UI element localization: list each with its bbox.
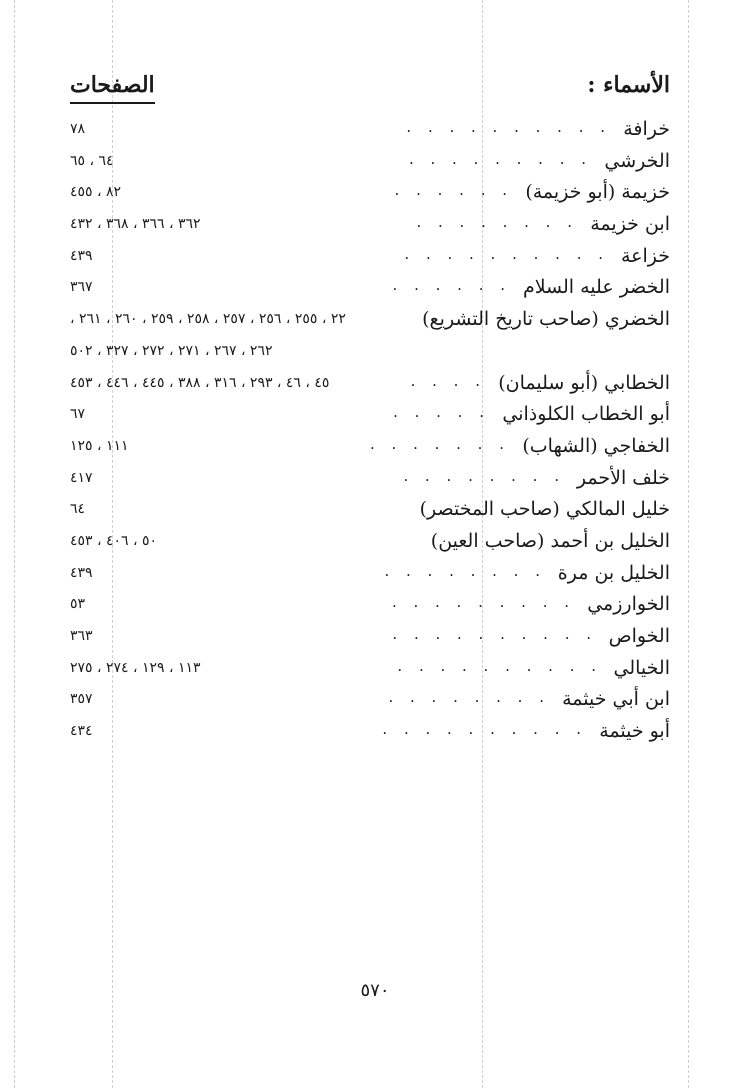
leader-dots: . . . . . . . . . . (397, 656, 602, 675)
leader-dots: . . . . . . . . (384, 561, 546, 580)
entry-pages: ٤٣٩ (70, 247, 93, 264)
leader-dots: . . . . . . . . (403, 466, 565, 485)
scan-guide-line (688, 0, 689, 1088)
entry-pages: ٧٨ (70, 121, 86, 137)
entry-name: خزيمة (أبو خزيمة) (525, 181, 670, 204)
leader-dots: . . . . (410, 371, 486, 390)
entry-pages: ٥٣ (70, 596, 86, 613)
entry-name: الخواص (608, 625, 670, 647)
index-entry (70, 148, 670, 180)
entry-name: الخضري (صاحب تاريخ التشريع) (422, 308, 670, 331)
entry-pages: ٣٦٢ ، ٣٦٦ ، ٣٦٨ ، ٤٣٢ (70, 216, 201, 233)
entry-pages: ٢٢ ، ٢٥٥ ، ٢٥٦ ، ٢٥٧ ، ٢٥٨ ، ٢٥٩ ، ٢٦٠ ، ٢٦١ ، (70, 311, 346, 328)
entry-pages: ٤٣٤ (70, 723, 93, 740)
index-entry (70, 718, 670, 750)
entry-name: الخضر عليه السلام (522, 276, 670, 299)
leader-dots: . . . . . . . . . . (404, 244, 609, 263)
index-entry (70, 338, 670, 370)
entry-name: الخيالي (613, 656, 670, 679)
entry-name: ابن أبي خيثمة (562, 688, 670, 711)
leader-dots: . . . . . . (392, 276, 511, 295)
entry-name: خليل المالكي (صاحب المختصر) (419, 498, 670, 521)
index-entry (70, 686, 670, 718)
index-entry (70, 370, 670, 402)
index-entry (70, 560, 670, 592)
entry-name: خلف الأحمر (576, 466, 670, 489)
leader-dots: . . . . . . . . . . (406, 118, 611, 136)
entry-pages: ٦٧ (70, 406, 86, 423)
entry-name: خزاعة (620, 244, 670, 267)
entry-pages: ٣٦٧ (70, 279, 93, 296)
entry-pages: ٢٦٢ ، ٢٦٧ ، ٢٧١ ، ٢٧٢ ، ٣٢٧ ، ٥٠٢ (70, 342, 273, 359)
index-entry (70, 179, 670, 211)
entry-name: أبو خيثمة (599, 720, 670, 743)
index-entry (70, 465, 670, 497)
leader-dots: . . . . . (393, 403, 490, 422)
entry-pages: ٤٣٩ (70, 564, 93, 581)
entry-name: الخفاجي (الشهاب) (522, 434, 670, 457)
leader-dots: . . . . . . . . . (408, 149, 592, 168)
leader-dots: . . . . . . . (370, 434, 510, 453)
entry-name: الخليل بن أحمد (صاحب العين) (430, 529, 670, 552)
index-entry (70, 433, 670, 465)
leader-dots: . . . . . . . . . . (382, 720, 587, 739)
scan-guide-line (14, 0, 15, 1088)
index-entry (70, 655, 670, 687)
names-column-title: الأسماء : (587, 72, 670, 98)
entry-pages: ٦٤ ، ٦٥ (70, 152, 114, 169)
leader-dots: . . . . . . . . . (391, 593, 575, 612)
entry-pages: ٤٥ ، ٤٦ ، ٢٩٣ ، ٣١٦ ، ٣٨٨ ، ٤٤٥ ، ٤٤٦ ، ٤٥٣ (70, 374, 330, 391)
index-entry (70, 591, 670, 623)
index-entries (70, 116, 670, 750)
leader-dots: . . . . . . . . (388, 688, 550, 707)
pages-column-title: الصفحات (70, 72, 155, 104)
index-entry (70, 116, 670, 148)
index-entry (70, 243, 670, 275)
entry-name: ابن خزيمة (590, 213, 670, 236)
index-entry (70, 496, 670, 528)
index-entry (70, 306, 670, 338)
entry-name: الخطابي (أبو سليمان) (498, 371, 670, 394)
leader-dots: . . . . . . . . . . (392, 625, 597, 643)
index-entry (70, 211, 670, 243)
entry-name: خرافة (623, 118, 670, 140)
leader-dots: . . . . . . (394, 181, 513, 200)
entry-pages: ٥٠ ، ٤٠٦ ، ٤٥٣ (70, 532, 158, 549)
index-entry (70, 401, 670, 433)
index-entry (70, 528, 670, 560)
index-entry (70, 623, 670, 655)
entry-name: الخوارزمي (587, 593, 670, 616)
entry-pages: ١١١ ، ١٢٥ (70, 437, 129, 454)
entry-name: الخليل بن مرة (557, 561, 670, 584)
entry-pages: ٣٦٣ (70, 628, 93, 644)
index-header (70, 72, 670, 106)
entry-name: أبو الخطاب الكلوذاني (502, 403, 670, 426)
entry-pages: ٦٤ (70, 501, 86, 518)
index-entry (70, 274, 670, 306)
entry-pages: ١١٣ ، ١٢٩ ، ٢٧٤ ، ٢٧٥ (70, 659, 201, 676)
entry-pages: ٤١٧ (70, 469, 93, 486)
entry-name: الخرشي (604, 149, 670, 172)
entry-pages: ٨٢ ، ٤٥٥ (70, 184, 122, 201)
entry-pages: ٣٥٧ (70, 691, 93, 708)
page-number: ٥٧٠ (360, 980, 390, 1001)
leader-dots: . . . . . . . . (416, 213, 578, 232)
